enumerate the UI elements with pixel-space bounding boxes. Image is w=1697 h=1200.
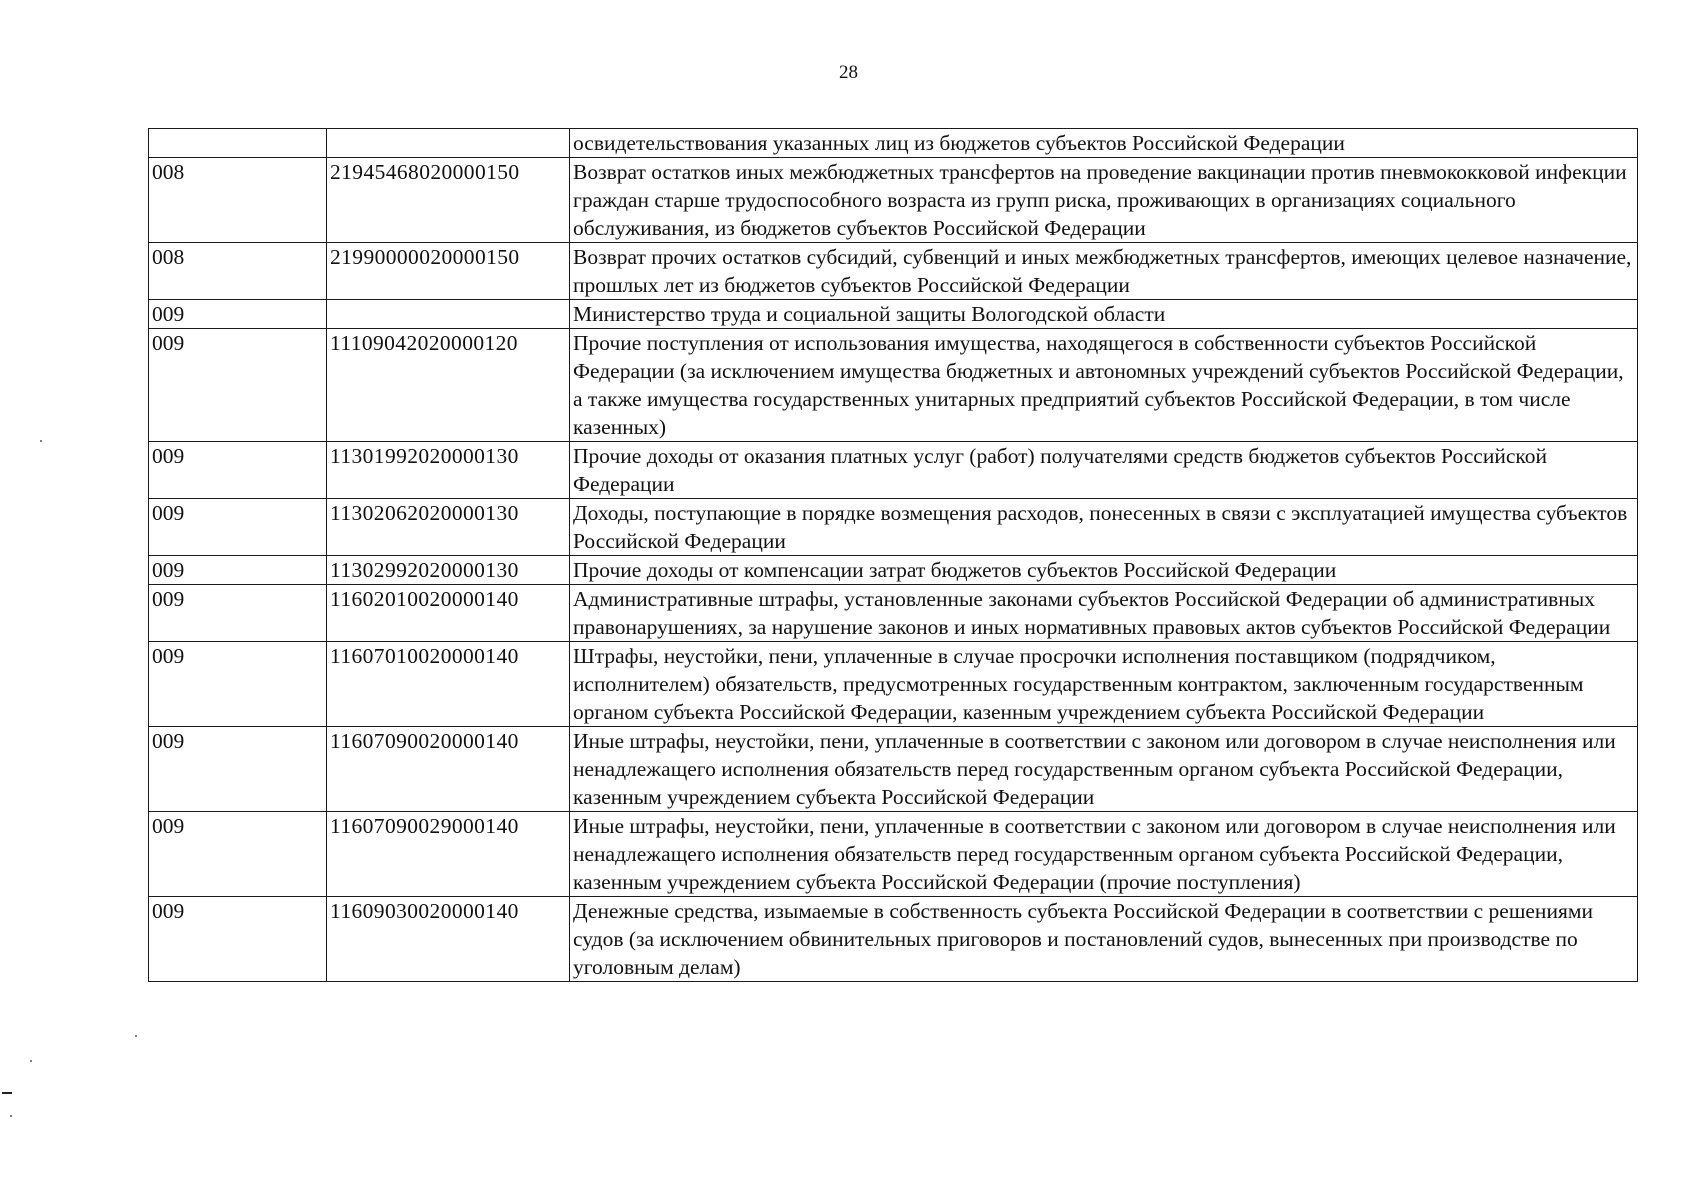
income-code-cell: 11109042020000120 — [327, 329, 570, 442]
table-row — [149, 300, 1638, 329]
table-row — [149, 556, 1638, 585]
admin-code-cell: 008 — [149, 158, 327, 243]
admin-code-cell: 009 — [149, 585, 327, 642]
table-row — [149, 329, 1638, 442]
income-code-cell: 11609030020000140 — [327, 897, 570, 982]
table-row — [149, 129, 1638, 158]
income-code-cell: 11607090029000140 — [327, 812, 570, 897]
income-name-cell: Прочие доходы от компенсации затрат бюджетов субъектов Российской Федерации — [570, 556, 1638, 585]
income-name-cell: Денежные средства, изымаемые в собственность субъекта Российской Федерации в соответствии с решениями судов (за исключением обвинительных приговоров и постановлений судов, вынесенных при производстве по уголовным делам) — [570, 897, 1638, 982]
table-row — [149, 727, 1638, 812]
admin-code-cell — [149, 129, 327, 158]
admin-code-cell: 009 — [149, 329, 327, 442]
income-name-cell: Административные штрафы, установленные законами субъектов Российской Федерации об административных правонарушениях, за нарушение законов и иных нормативных правовых актов субъектов Российской Федерации — [570, 585, 1638, 642]
admin-code-cell: 009 — [149, 642, 327, 727]
table-body — [149, 129, 1638, 982]
scan-mark — [2, 1092, 12, 1094]
income-name-cell: Прочие доходы от оказания платных услуг (работ) получателями средств бюджетов субъектов Российской Федерации — [570, 442, 1638, 499]
scan-speck — [135, 1035, 137, 1037]
admin-code-cell: 009 — [149, 727, 327, 812]
income-code-cell: 11607090020000140 — [327, 727, 570, 812]
admin-code-cell: 009 — [149, 897, 327, 982]
scan-speck — [40, 440, 42, 442]
table-row — [149, 812, 1638, 897]
admin-code-cell: 009 — [149, 556, 327, 585]
table-row — [149, 243, 1638, 300]
admin-code-cell: 009 — [149, 812, 327, 897]
income-name-cell: Иные штрафы, неустойки, пени, уплаченные в соответствии с законом или договором в случае неисполнения или ненадлежащего исполнения обязательств перед государственным органом субъекта Российской Федерации, казенным учреждением субъекта Российской Федерации (прочие поступления) — [570, 812, 1638, 897]
page-number: 28 — [839, 62, 858, 83]
income-name-cell: Иные штрафы, неустойки, пени, уплаченные в соответствии с законом или договором в случае неисполнения или ненадлежащего исполнения обязательств перед государственным органом субъекта Российской Федерации, казенным учреждением субъекта Российской Федерации — [570, 727, 1638, 812]
income-name-cell: Штрафы, неустойки, пени, уплаченные в случае просрочки исполнения поставщиком (подрядчиком, исполнителем) обязательств, предусмотренных государственным контрактом, заключенным государственным органом субъекта Российской Федерации, казенным учреждением субъекта Российской Федерации — [570, 642, 1638, 727]
income-code-cell: 21945468020000150 — [327, 158, 570, 243]
income-code-cell: 11302992020000130 — [327, 556, 570, 585]
table-row — [149, 642, 1638, 727]
income-code-cell — [327, 300, 570, 329]
table-row — [149, 442, 1638, 499]
income-code-cell: 11602010020000140 — [327, 585, 570, 642]
income-name-cell: освидетельствования указанных лиц из бюджетов субъектов Российской Федерации — [570, 129, 1638, 158]
budget-codes-table — [148, 128, 1638, 982]
income-name-cell: Возврат прочих остатков субсидий, субвенций и иных межбюджетных трансфертов, имеющих целевое назначение, прошлых лет из бюджетов субъектов Российской Федерации — [570, 243, 1638, 300]
income-code-cell — [327, 129, 570, 158]
income-name-cell: Министерство труда и социальной защиты Вологодской области — [570, 300, 1638, 329]
income-name-cell: Возврат остатков иных межбюджетных трансфертов на проведение вакцинации против пневмококковой инфекции граждан старше трудоспособного возраста из групп риска, проживающих в организациях социального обслуживания, из бюджетов субъектов Российской Федерации — [570, 158, 1638, 243]
scan-speck — [10, 1115, 12, 1117]
income-code-cell: 11302062020000130 — [327, 499, 570, 556]
income-name-cell: Доходы, поступающие в порядке возмещения расходов, понесенных в связи с эксплуатацией имущества субъектов Российской Федерации — [570, 499, 1638, 556]
table-row — [149, 158, 1638, 243]
scan-speck — [30, 1060, 32, 1062]
table-row — [149, 499, 1638, 556]
admin-code-cell: 009 — [149, 300, 327, 329]
table-row — [149, 897, 1638, 982]
admin-code-cell: 009 — [149, 499, 327, 556]
table-row — [149, 585, 1638, 642]
income-code-cell: 21990000020000150 — [327, 243, 570, 300]
admin-code-cell: 009 — [149, 442, 327, 499]
income-code-cell: 11607010020000140 — [327, 642, 570, 727]
income-name-cell: Прочие поступления от использования имущества, находящегося в собственности субъектов Российской Федерации (за исключением имущества бюджетных и автономных учреждений субъектов Российской Федерации, а также имущества государственных унитарных предприятий субъектов Российской Федерации, в том числе казенных) — [570, 329, 1638, 442]
income-code-cell: 11301992020000130 — [327, 442, 570, 499]
admin-code-cell: 008 — [149, 243, 327, 300]
